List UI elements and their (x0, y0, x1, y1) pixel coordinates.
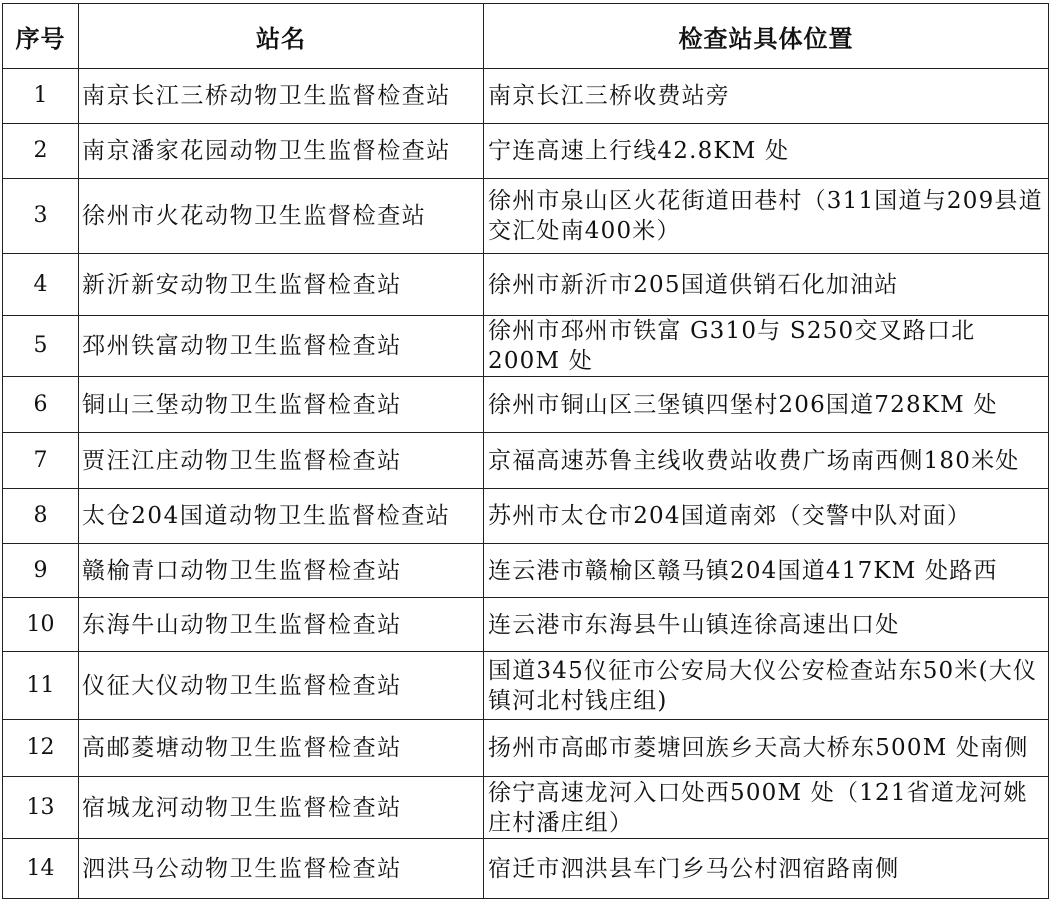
station-name: 铜山三堡动物卫生监督检查站 (79, 377, 484, 433)
row-number: 9 (3, 544, 79, 598)
header-station-name: 站名 (79, 4, 484, 69)
table-row (3, 124, 1049, 179)
station-location: 南京长江三桥收费站旁 (484, 69, 1049, 124)
station-location: 连云港市赣榆区赣马镇204国道417KM 处路西 (484, 544, 1049, 598)
station-name: 仪征大仪动物卫生监督检查站 (79, 652, 484, 720)
station-name: 邳州铁富动物卫生监督检查站 (79, 316, 484, 377)
row-number: 7 (3, 433, 79, 489)
table-row (3, 720, 1049, 777)
row-number: 13 (3, 777, 79, 839)
station-name: 泗洪马公动物卫生监督检查站 (79, 839, 484, 899)
row-number: 14 (3, 839, 79, 899)
station-location: 苏州市太仓市204国道南郊（交警中队对面） (484, 489, 1049, 544)
station-location: 京福高速苏鲁主线收费站收费广场南西侧180米处 (484, 433, 1049, 489)
row-number: 3 (3, 179, 79, 254)
table-row (3, 316, 1049, 377)
station-location: 国道345仪征市公安局大仪公安检查站东50米(大仪镇河北村钱庄组) (484, 652, 1049, 720)
station-location: 连云港市东海县牛山镇连徐高速出口处 (484, 598, 1049, 652)
header-number: 序号 (3, 4, 79, 69)
station-name: 太仓204国道动物卫生监督检查站 (79, 489, 484, 544)
station-location: 徐宁高速龙河入口处西500M 处（121省道龙河姚庄村潘庄组） (484, 777, 1049, 839)
table-row (3, 489, 1049, 544)
station-location: 扬州市高邮市菱塘回族乡天高大桥东500M 处南侧 (484, 720, 1049, 777)
row-number: 5 (3, 316, 79, 377)
header-location: 检查站具体位置 (484, 4, 1049, 69)
table-row (3, 179, 1049, 254)
station-name: 宿城龙河动物卫生监督检查站 (79, 777, 484, 839)
checkpoint-table (2, 3, 1049, 899)
table-row (3, 254, 1049, 316)
row-number: 11 (3, 652, 79, 720)
table-row (3, 839, 1049, 899)
row-number: 8 (3, 489, 79, 544)
station-location: 宿迁市泗洪县车门乡马公村泗宿路南侧 (484, 839, 1049, 899)
row-number: 4 (3, 254, 79, 316)
table-row (3, 652, 1049, 720)
station-location: 徐州市铜山区三堡镇四堡村206国道728KM 处 (484, 377, 1049, 433)
station-name: 贾汪江庄动物卫生监督检查站 (79, 433, 484, 489)
table-header-row (3, 4, 1049, 69)
station-name: 新沂新安动物卫生监督检查站 (79, 254, 484, 316)
row-number: 1 (3, 69, 79, 124)
table-row (3, 69, 1049, 124)
station-location: 宁连高速上行线42.8KM 处 (484, 124, 1049, 179)
row-number: 6 (3, 377, 79, 433)
row-number: 2 (3, 124, 79, 179)
table-row (3, 433, 1049, 489)
row-number: 12 (3, 720, 79, 777)
row-number: 10 (3, 598, 79, 652)
station-location: 徐州市新沂市205国道供销石化加油站 (484, 254, 1049, 316)
station-name: 南京潘家花园动物卫生监督检查站 (79, 124, 484, 179)
table-row (3, 777, 1049, 839)
station-location: 徐州市泉山区火花街道田巷村（311国道与209县道交汇处南400米） (484, 179, 1049, 254)
station-location: 徐州市邳州市铁富 G310与 S250交叉路口北200M 处 (484, 316, 1049, 377)
table-row (3, 377, 1049, 433)
station-name: 东海牛山动物卫生监督检查站 (79, 598, 484, 652)
station-name: 赣榆青口动物卫生监督检查站 (79, 544, 484, 598)
station-name: 高邮菱塘动物卫生监督检查站 (79, 720, 484, 777)
station-name: 徐州市火花动物卫生监督检查站 (79, 179, 484, 254)
station-name: 南京长江三桥动物卫生监督检查站 (79, 69, 484, 124)
table-row (3, 544, 1049, 598)
table-row (3, 598, 1049, 652)
